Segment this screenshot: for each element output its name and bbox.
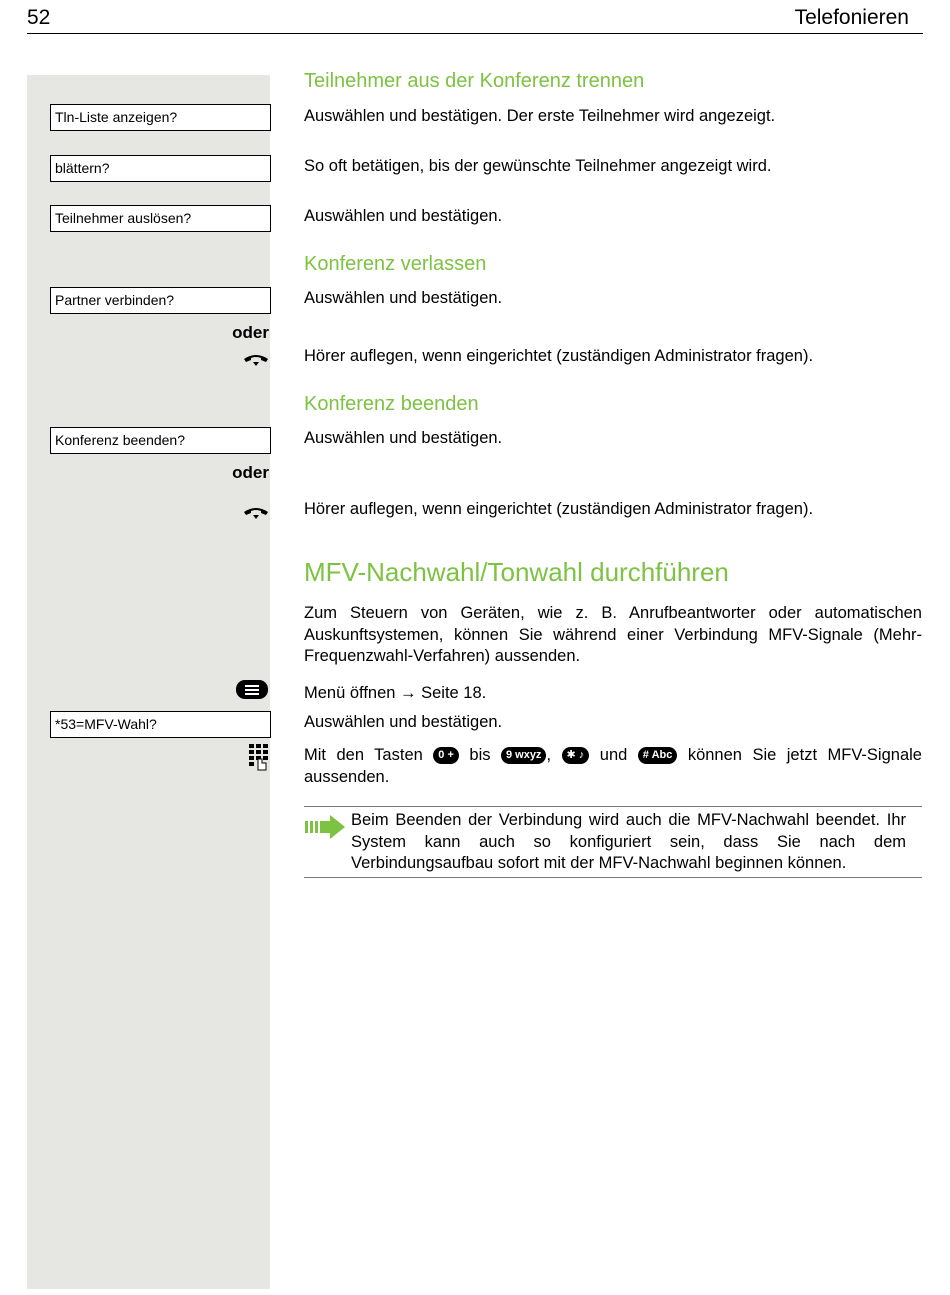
handset-icon	[242, 505, 270, 521]
section-title-verlassen: Konferenz verlassen	[304, 253, 487, 275]
key-9-icon: 9 wxyz	[501, 747, 546, 764]
text-line: Auswählen und bestätigen. Der erste Teilnehmer wird angezeigt.	[304, 107, 776, 125]
note-rule-top	[304, 806, 922, 807]
text-line: Auswählen und bestätigen.	[304, 207, 503, 225]
display-box-tln-liste: Tln-Liste anzeigen?	[50, 104, 271, 131]
keypad-icon	[248, 743, 270, 773]
section-title-trennen: Teilnehmer aus der Konferenz trennen	[304, 70, 645, 92]
left-column	[27, 75, 270, 1289]
display-box-konferenz-beenden: Konferenz beenden?	[50, 427, 271, 454]
page-number: 52	[27, 6, 51, 29]
oder-label: oder	[232, 323, 269, 342]
keys-paragraph	[304, 745, 922, 788]
note-text: Beim Beenden der Verbindung wird auch die MFV-Nachwahl beendet. Ihr System kann auch so konfiguriert sein, dass Sie nach dem Verbindungsaufbau sofort mit der MFV-Nachwahl beginnen können.	[351, 811, 906, 872]
text-line: Auswählen und bestätigen.	[304, 713, 503, 731]
key-hash-icon: # Abc	[638, 747, 678, 764]
display-box-partner-verbinden: Partner verbinden?	[50, 287, 271, 314]
text-line: Auswählen und bestätigen.	[304, 429, 503, 447]
handset-icon	[242, 352, 270, 368]
keys-text: Mit den Tasten	[304, 746, 423, 764]
text-line: Auswählen und bestätigen.	[304, 289, 503, 307]
oder-label: oder	[232, 463, 269, 482]
menu-key-icon	[236, 680, 268, 699]
key-0-icon: 0 +	[433, 747, 459, 764]
keys-text: ,	[546, 746, 552, 764]
display-box-teilnehmer-ausloesen: Teilnehmer auslösen?	[50, 205, 271, 232]
keys-text: können Sie jetzt MFV-Signale aussenden.	[304, 746, 922, 786]
arrow-note-icon	[304, 815, 346, 839]
key-star-icon: ✱ ♪	[562, 747, 590, 764]
display-box-blaettern: blättern?	[50, 155, 271, 182]
header-rule	[27, 33, 923, 34]
text-line: Hörer auflegen, wenn eingerichtet (zuständigen Administrator fragen).	[304, 347, 814, 365]
note-rule-bottom	[304, 877, 922, 878]
keys-text: bis	[469, 746, 491, 764]
intro-paragraph: Zum Steuern von Geräten, wie z. B. Anrufbeantworter oder automatischen Auskunftsystemen, können Sie während einer Verbindung MFV-Signale (Mehr-Frequenzwahl-Verfahren) aussenden.	[304, 604, 922, 665]
text-line: Menü öffnen → Seite 18.	[304, 684, 487, 702]
section-title-beenden: Konferenz beenden	[304, 393, 479, 415]
heading-mfv: MFV-Nachwahl/Tonwahl durchführen	[304, 557, 729, 587]
keys-text: und	[599, 746, 628, 764]
text-line: Hörer auflegen, wenn eingerichtet (zuständigen Administrator fragen).	[304, 500, 814, 518]
display-box-mfv-wahl: *53=MFV-Wahl?	[50, 711, 271, 738]
chapter-title: Telefonieren	[794, 6, 909, 29]
text-line: So oft betätigen, bis der gewünschte Teilnehmer angezeigt wird.	[304, 157, 772, 175]
